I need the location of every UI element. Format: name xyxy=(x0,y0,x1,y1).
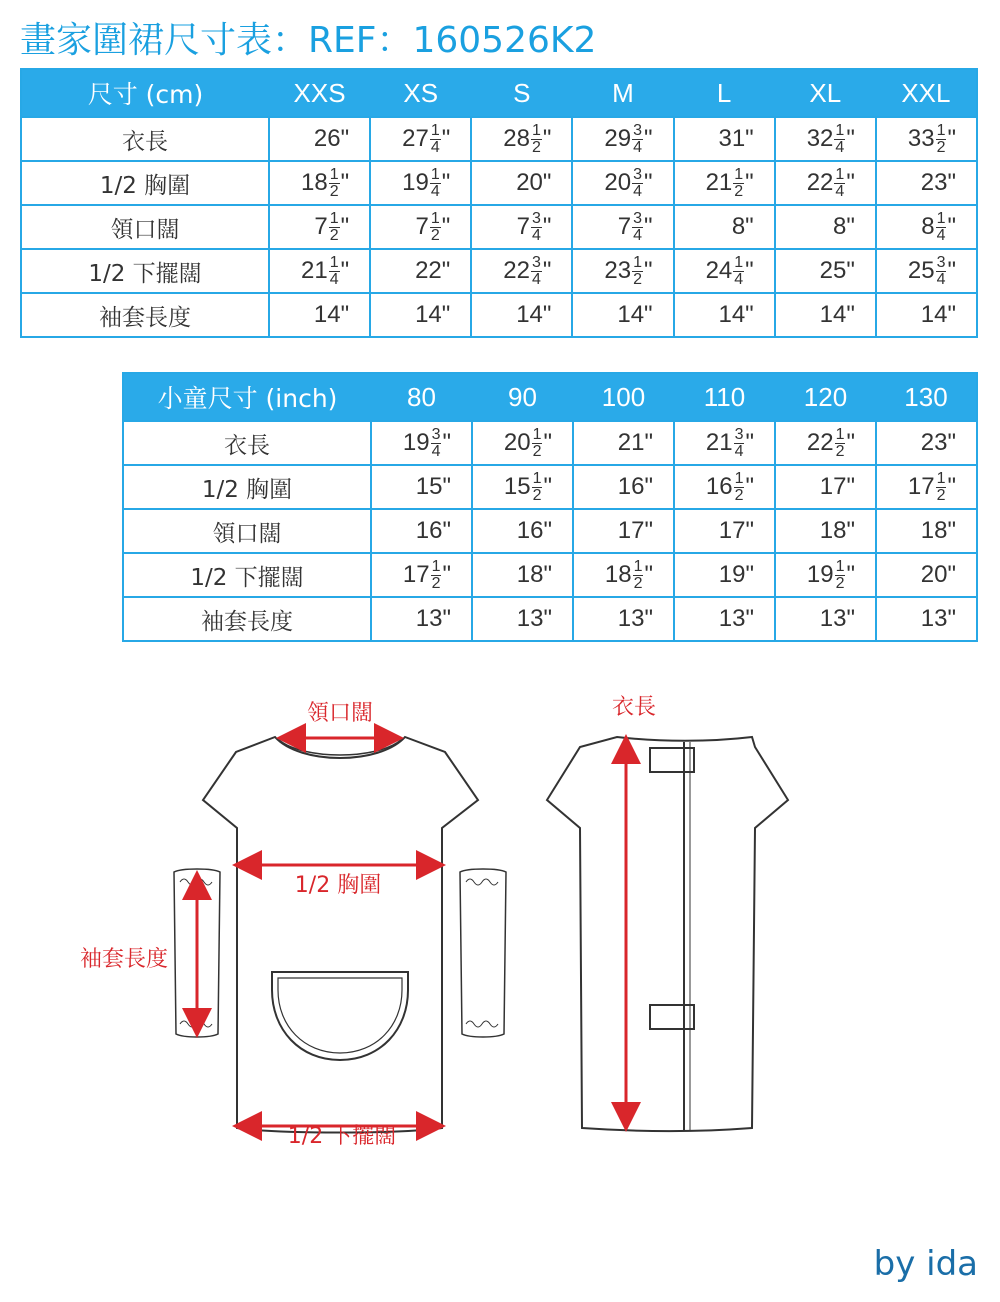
fraction: $\frac{1}{2}$ xyxy=(532,469,542,504)
row-label: 袖套長度 xyxy=(21,293,269,337)
measurement-cell: 18 $\frac{1}{2}$ " xyxy=(573,553,674,597)
measurement-cell: 13" xyxy=(472,597,573,641)
measurement-cell: 33 $\frac{1}{2}$ " xyxy=(876,117,977,161)
right-sleeve-cover xyxy=(460,869,506,1037)
adult-size-header: M xyxy=(572,69,673,117)
measurement-cell: 21" xyxy=(573,421,674,465)
measurement-cell: 14" xyxy=(370,293,471,337)
fraction: $\frac{1}{2}$ xyxy=(835,425,845,460)
table-row xyxy=(21,293,977,337)
kids-size-header: 90 xyxy=(472,373,573,421)
fraction: $\frac{1}{4}$ xyxy=(734,253,744,288)
row-label: 衣長 xyxy=(123,421,371,465)
fraction: $\frac{3}{4}$ xyxy=(431,425,441,460)
kids-header-row xyxy=(123,373,977,421)
measurement-cell: 22 $\frac{1}{4}$ " xyxy=(775,161,876,205)
table-row xyxy=(123,553,977,597)
measurement-cell: 14" xyxy=(269,293,370,337)
measurement-cell: 21 $\frac{1}{4}$ " xyxy=(269,249,370,293)
measurement-cell: 14" xyxy=(572,293,673,337)
measurement-cell: 21 $\frac{1}{2}$ " xyxy=(674,161,775,205)
measurement-cell: 23" xyxy=(876,161,977,205)
measurement-cell: 20 $\frac{1}{2}$ " xyxy=(472,421,573,465)
measurement-cell: 13" xyxy=(371,597,472,641)
fraction: $\frac{1}{2}$ xyxy=(329,209,339,244)
fraction: $\frac{1}{2}$ xyxy=(633,557,643,592)
fraction: $\frac{1}{2}$ xyxy=(531,121,541,156)
measurement-cell: 31" xyxy=(674,117,775,161)
measurement-cell: 19" xyxy=(674,553,775,597)
adult-size-header: XL xyxy=(775,69,876,117)
measurement-cell: 8" xyxy=(674,205,775,249)
back-view xyxy=(547,737,788,1131)
measurement-cell: 26" xyxy=(269,117,370,161)
fraction: $\frac{1}{2}$ xyxy=(936,121,946,156)
kids-size-header: 120 xyxy=(775,373,876,421)
fraction: $\frac{1}{4}$ xyxy=(430,165,440,200)
measurement-cell: 7 $\frac{1}{2}$ " xyxy=(269,205,370,249)
measurement-cell: 13" xyxy=(775,597,876,641)
front-body-outline xyxy=(203,737,478,1133)
kids-size-header: 110 xyxy=(674,373,775,421)
measurement-cell: 23" xyxy=(876,421,977,465)
measurement-cell: 15" xyxy=(371,465,472,509)
measurement-cell: 17 $\frac{1}{2}$ " xyxy=(876,465,977,509)
adult-size-header: XS xyxy=(370,69,471,117)
row-label: 1/2 胸圍 xyxy=(21,161,269,205)
table-row xyxy=(21,117,977,161)
measurement-cell: 16 $\frac{1}{2}$ " xyxy=(674,465,775,509)
measurement-cell: 13" xyxy=(674,597,775,641)
measurement-cell: 13" xyxy=(573,597,674,641)
measurement-cell: 22" xyxy=(370,249,471,293)
measure-arrows xyxy=(197,738,626,1126)
measurement-cell: 16" xyxy=(371,509,472,553)
adult-size-table xyxy=(20,68,978,338)
fraction: $\frac{1}{4}$ xyxy=(329,253,339,288)
adult-size-header: L xyxy=(674,69,775,117)
page-title: 畫家圍裙尺寸表：REF：160526K2 xyxy=(20,20,597,61)
measurement-cell: 19 $\frac{1}{4}$ " xyxy=(370,161,471,205)
chest-label: 1/2 胸圍 xyxy=(294,873,382,898)
measurement-cell: 29 $\frac{3}{4}$ " xyxy=(572,117,673,161)
row-label: 衣長 xyxy=(21,117,269,161)
measurement-cell: 18" xyxy=(775,509,876,553)
table-row xyxy=(21,249,977,293)
measurement-cell: 8" xyxy=(775,205,876,249)
fraction: $\frac{1}{2}$ xyxy=(532,425,542,460)
measurement-cell: 25 $\frac{3}{4}$ " xyxy=(876,249,977,293)
fraction: $\frac{1}{2}$ xyxy=(329,165,339,200)
kids-header-label: 小童尺寸 (inch) xyxy=(123,373,371,421)
apron-diagram xyxy=(0,660,1000,1220)
row-label: 1/2 胸圍 xyxy=(123,465,371,509)
back-body-outline xyxy=(547,737,788,1131)
measurement-cell: 14" xyxy=(876,293,977,337)
row-label: 1/2 下擺闊 xyxy=(21,249,269,293)
measurement-cell: 18 $\frac{1}{2}$ " xyxy=(269,161,370,205)
table-row xyxy=(123,421,977,465)
measurement-cell: 13" xyxy=(876,597,977,641)
adult-body xyxy=(21,117,977,337)
fraction: $\frac{3}{4}$ xyxy=(633,165,643,200)
front-view xyxy=(174,737,506,1133)
measurement-cell: 17 $\frac{1}{2}$ " xyxy=(371,553,472,597)
measurement-cell: 14" xyxy=(674,293,775,337)
fraction: $\frac{3}{4}$ xyxy=(531,253,541,288)
adult-header-row xyxy=(21,69,977,117)
measurement-cell: 32 $\frac{1}{4}$ " xyxy=(775,117,876,161)
row-label: 領口闊 xyxy=(21,205,269,249)
pocket xyxy=(272,972,408,1060)
measurement-cell: 14" xyxy=(471,293,572,337)
measurement-cell: 21 $\frac{3}{4}$ " xyxy=(674,421,775,465)
measurement-cell: 17" xyxy=(775,465,876,509)
top-velcro-tab xyxy=(650,748,694,772)
row-label: 袖套長度 xyxy=(123,597,371,641)
measurement-cell: 28 $\frac{1}{2}$ " xyxy=(471,117,572,161)
fraction: $\frac{1}{4}$ xyxy=(835,121,845,156)
table-row xyxy=(21,161,977,205)
bottom-velcro-tab xyxy=(650,1005,694,1029)
table-row xyxy=(123,509,977,553)
table-row xyxy=(21,205,977,249)
fraction: $\frac{1}{2}$ xyxy=(633,253,643,288)
hem-label: 1/2 下擺闊 xyxy=(287,1124,397,1149)
measurement-cell: 20" xyxy=(876,553,977,597)
fraction: $\frac{3}{4}$ xyxy=(633,209,643,244)
measurement-cell: 19 $\frac{1}{2}$ " xyxy=(775,553,876,597)
fraction: $\frac{3}{4}$ xyxy=(531,209,541,244)
row-label: 1/2 下擺闊 xyxy=(123,553,371,597)
measurement-cell: 8 $\frac{1}{4}$ " xyxy=(876,205,977,249)
measurement-cell: 15 $\frac{1}{2}$ " xyxy=(472,465,573,509)
fraction: $\frac{1}{2}$ xyxy=(431,557,441,592)
kids-size-header: 80 xyxy=(371,373,472,421)
measurement-cell: 7 $\frac{3}{4}$ " xyxy=(471,205,572,249)
measurement-cell: 20" xyxy=(471,161,572,205)
table-row xyxy=(123,465,977,509)
kids-size-table xyxy=(122,372,978,642)
measurement-cell: 22 $\frac{1}{2}$ " xyxy=(775,421,876,465)
kids-size-header: 130 xyxy=(876,373,977,421)
fraction: $\frac{3}{4}$ xyxy=(734,425,744,460)
kids-size-header: 100 xyxy=(573,373,674,421)
measurement-cell: 7 $\frac{1}{2}$ " xyxy=(370,205,471,249)
length-label: 衣長 xyxy=(611,695,657,720)
measurement-cell: 16" xyxy=(472,509,573,553)
measurement-cell: 16" xyxy=(573,465,674,509)
fraction: $\frac{1}{2}$ xyxy=(734,165,744,200)
measurement-cell: 18" xyxy=(876,509,977,553)
fraction: $\frac{1}{2}$ xyxy=(936,469,946,504)
measurement-cell: 20 $\frac{3}{4}$ " xyxy=(572,161,673,205)
table-row xyxy=(123,597,977,641)
row-label: 領口闊 xyxy=(123,509,371,553)
measurement-cell: 18" xyxy=(472,553,573,597)
fraction: $\frac{1}{2}$ xyxy=(734,469,744,504)
signature: by ida xyxy=(873,1244,978,1284)
measurement-cell: 17" xyxy=(573,509,674,553)
fraction: $\frac{1}{2}$ xyxy=(835,557,845,592)
measurement-cell: 14" xyxy=(775,293,876,337)
measurement-cell: 22 $\frac{3}{4}$ " xyxy=(471,249,572,293)
fraction: $\frac{1}{2}$ xyxy=(430,209,440,244)
fraction: $\frac{1}{4}$ xyxy=(835,165,845,200)
measurement-cell: 23 $\frac{1}{2}$ " xyxy=(572,249,673,293)
adult-size-header: XXL xyxy=(876,69,977,117)
fraction: $\frac{1}{4}$ xyxy=(936,209,946,244)
kids-body xyxy=(123,421,977,641)
fraction: $\frac{1}{4}$ xyxy=(430,121,440,156)
adult-size-header: XXS xyxy=(269,69,370,117)
measurement-cell: 19 $\frac{3}{4}$ " xyxy=(371,421,472,465)
neck-label: 領口闊 xyxy=(306,701,374,726)
measurement-cell: 17" xyxy=(674,509,775,553)
adult-size-header: S xyxy=(471,69,572,117)
fraction: $\frac{3}{4}$ xyxy=(633,121,643,156)
fraction: $\frac{3}{4}$ xyxy=(936,253,946,288)
adult-header-label: 尺寸 (cm) xyxy=(21,69,269,117)
measurement-cell: 25" xyxy=(775,249,876,293)
sleeve-label: 袖套長度 xyxy=(80,947,169,972)
measurement-cell: 24 $\frac{1}{4}$ " xyxy=(674,249,775,293)
measurement-cell: 27 $\frac{1}{4}$ " xyxy=(370,117,471,161)
measurement-cell: 7 $\frac{3}{4}$ " xyxy=(572,205,673,249)
